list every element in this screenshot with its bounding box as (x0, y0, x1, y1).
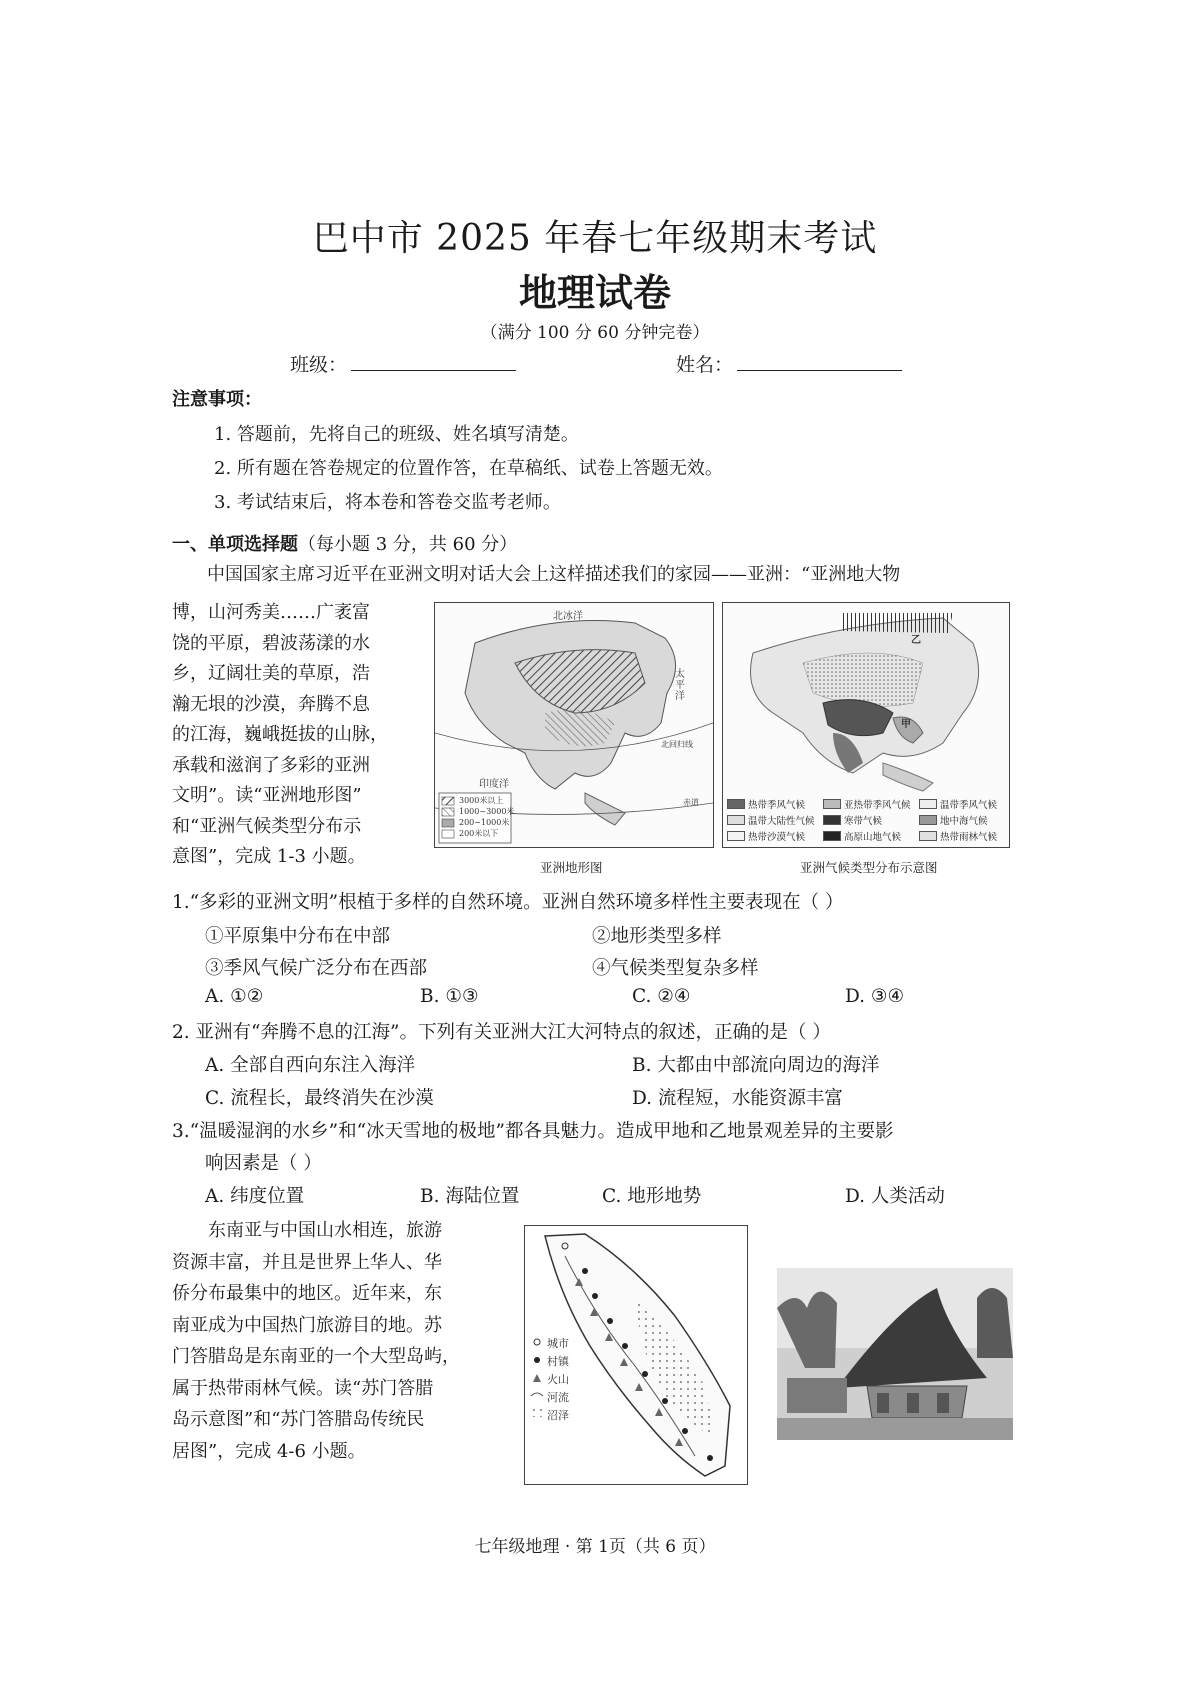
climate-legend-6: 地中海气候 (919, 813, 988, 827)
class-label: 班级： (290, 354, 348, 376)
climate-map-caption: 亚洲气候类型分布示意图 (800, 860, 938, 875)
label-indian-ocean: 印度洋 (479, 779, 509, 790)
sumatra-legend-swamp: 沼泽 (547, 1409, 569, 1422)
label-tropic: 北回归线 (661, 740, 693, 749)
intro1-first-line: 中国国家主席习近平在亚洲文明对话大会上这样描述我们的家园——亚洲：“亚洲地大物 (207, 564, 901, 585)
name-blank (737, 354, 902, 371)
q1-option-a: A. ①② (205, 986, 264, 1007)
climate-legend-3: 温带季风气候 (919, 797, 997, 811)
q2-option-d: D. 流程短，水能资源丰富 (632, 1088, 843, 1109)
climate-legend-5: 寒带气候 (823, 813, 882, 827)
question-3-stem-line-2: 响因素是（ ） (205, 1153, 322, 1174)
intro2-line: 东南亚与中国山水相连，旅游 (208, 1220, 442, 1241)
asia-terrain-map (434, 602, 714, 848)
page-footer: 七年级地理 · 第 1页（共 6 页） (474, 1537, 716, 1557)
intro2-line: 南亚成为中国热门旅游目的地。苏 (172, 1314, 442, 1336)
climate-legend-2: 亚热带季风气候 (823, 797, 911, 811)
sumatra-legend-volcano: 火山 (547, 1373, 569, 1386)
notice-item-2: 2. 所有题在答卷规定的位置作答，在草稿纸、试卷上答题无效。 (214, 458, 723, 479)
terrain-legend-1: 3000米以上 (459, 796, 504, 805)
sumatra-map (524, 1225, 748, 1485)
q1-option-c: C. ②④ (632, 986, 691, 1007)
climate-legend-7: 热带沙漠气候 (727, 829, 805, 843)
intro1-line: 饶的平原，碧波荡漾的水 (172, 632, 370, 654)
intro1-body (172, 598, 432, 873)
label-jia: 甲 (901, 719, 911, 730)
class-field (290, 350, 516, 377)
name-field (676, 350, 902, 377)
intro2-line: 门答腊岛是东南亚的一个大型岛屿， (172, 1346, 460, 1367)
terrain-map-caption: 亚洲地形图 (540, 860, 603, 875)
label-equator: 赤道 (683, 798, 699, 807)
notice-item-3: 3. 考试结束后，将本卷和答卷交监考老师。 (214, 492, 561, 513)
dwelling-illustration (777, 1268, 1013, 1440)
q1-statement-4: ④气候类型复杂多样 (592, 958, 759, 979)
climate-legend-8: 高原山地气候 (823, 829, 901, 843)
intro2-line: 资源丰富，并且是世界上华人、华 (172, 1251, 442, 1273)
intro1-line: 承载和滋润了多彩的亚洲 (172, 754, 370, 776)
intro1-line: 乡，辽阔壮美的草原，浩 (172, 663, 370, 684)
q2-option-b: B. 大都由中部流向周边的海洋 (632, 1055, 880, 1076)
sumatra-legend-river: 河流 (547, 1391, 569, 1404)
climate-legend-1: 热带季风气候 (727, 797, 805, 811)
traditional-dwelling-photo (777, 1268, 1013, 1440)
intro2-line: 属于热带雨林气候。读“苏门答腊 (172, 1377, 434, 1399)
question-2-stem: 2. 亚洲有“奔腾不息的江海”。下列有关亚洲大江大河特点的叙述，正确的是（ ） (172, 1022, 831, 1043)
exam-subject: 地理试卷 (518, 271, 671, 315)
terrain-legend-3: 200~1000米 (459, 818, 510, 827)
climate-legend-4: 温带大陆性气候 (727, 813, 815, 827)
question-3-stem-line-1: 3.“温暖湿润的水乡”和“冰天雪地的极地”都各具魅力。造成甲地和乙地景观差异的主要影 (172, 1121, 894, 1142)
climate-legend-9: 热带雨林气候 (919, 829, 997, 843)
sumatra-legend-city: 城市 (547, 1337, 569, 1350)
intro1-line: 瀚无垠的沙漠，奔腾不息 (172, 693, 370, 715)
class-blank (351, 354, 516, 371)
asia-climate-map (722, 602, 1010, 848)
intro1-line: 文明”。读“亚洲地形图” (172, 785, 362, 806)
notice-item-1: 1. 答题前，先将自己的班级、姓名填写清楚。 (214, 424, 579, 445)
notice-heading: 注意事项： (172, 389, 262, 410)
question-1-stem: 1.“多彩的亚洲文明”根植于多样的自然环境。亚洲自然环境多样性主要表现在（ ） (172, 892, 844, 913)
q1-statement-2: ②地形类型多样 (592, 926, 722, 947)
intro2-line: 居图”，完成 4-6 小题。 (172, 1440, 366, 1462)
q1-statement-1: ①平原集中分布在中部 (205, 926, 391, 947)
intro2-line: 岛示意图”和“苏门答腊岛传统民 (172, 1409, 425, 1430)
q2-option-c: C. 流程长，最终消失在沙漠 (205, 1088, 434, 1109)
terrain-legend-2: 1000~3000米 (459, 807, 515, 816)
name-label: 姓名： (676, 354, 734, 376)
intro1-line: 和“亚洲气候类型分布示 (172, 815, 362, 837)
exam-meta: （满分 100 分 60 分钟完卷） (480, 323, 710, 343)
q3-option-c: C. 地形地势 (602, 1186, 702, 1207)
q1-statement-3: ③季风气候广泛分布在西部 (205, 958, 428, 979)
q3-option-b: B. 海陆位置 (420, 1186, 520, 1207)
label-arctic-ocean: 北冰洋 (553, 611, 583, 622)
q1-option-d: D. ③④ (845, 986, 905, 1007)
intro1-line: 的江海，巍峨挺拔的山脉， (172, 724, 388, 745)
q1-option-b: B. ①③ (420, 986, 479, 1007)
exam-title: 巴中市 2025 年春七年级期末考试 (312, 218, 878, 259)
asia-climate-illustration (723, 603, 1009, 793)
label-pacific-ocean: 太平洋 (675, 669, 685, 702)
sumatra-legend-town: 村镇 (547, 1355, 569, 1368)
q3-option-a: A. 纬度位置 (205, 1186, 305, 1207)
section-note: （每小题 3 分，共 60 分） (298, 534, 518, 555)
q2-option-a: A. 全部自西向东注入海洋 (205, 1055, 416, 1076)
label-yi: 乙 (911, 635, 921, 646)
section-heading (172, 530, 517, 556)
intro1-line: 博，山河秀美……广袤富 (172, 602, 370, 623)
intro2-body (172, 1215, 502, 1467)
section-title: 一、单项选择题 (172, 534, 298, 555)
terrain-legend-4: 200米以下 (459, 829, 499, 838)
q3-option-d: D. 人类活动 (845, 1186, 945, 1207)
intro1-line: 意图”，完成 1-3 小题。 (172, 846, 366, 867)
intro2-line: 侨分布最集中的地区。近年来，东 (172, 1283, 442, 1304)
